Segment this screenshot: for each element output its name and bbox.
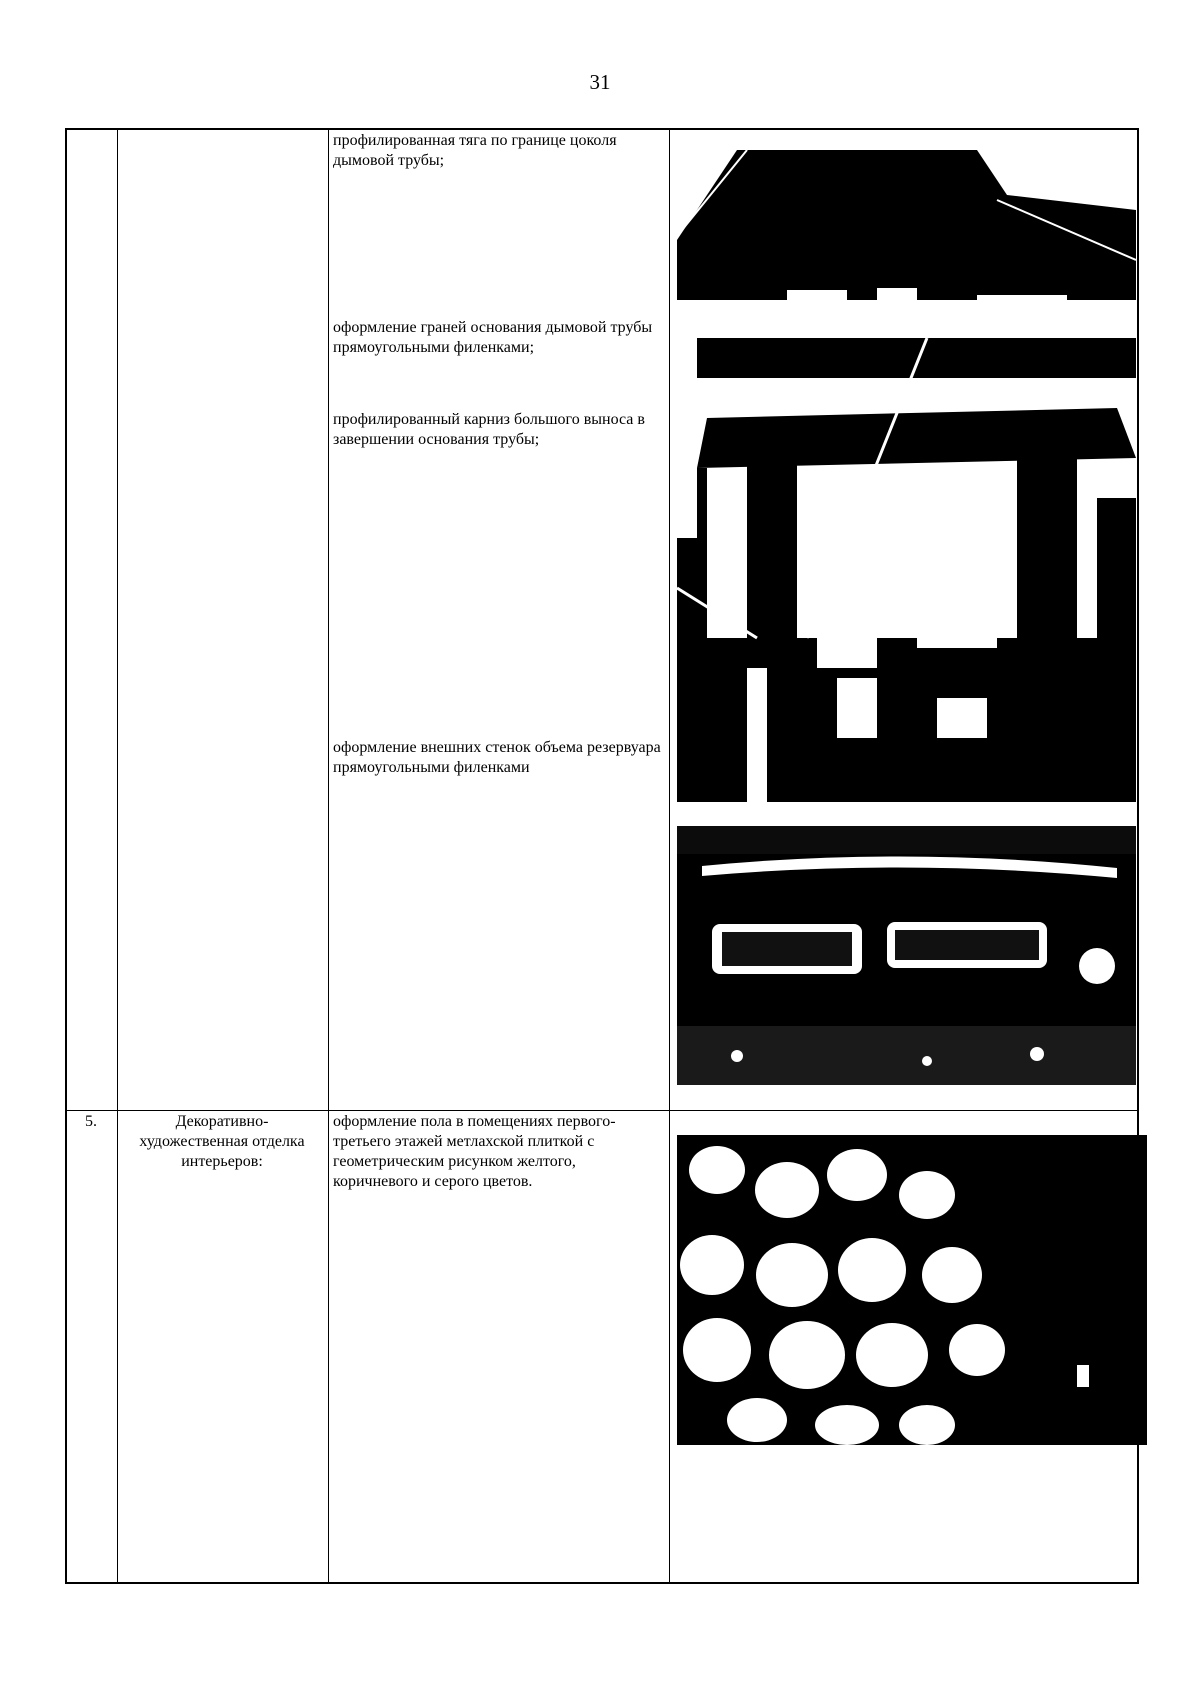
feature-text-3: профилированный карниз большого выноса в завершении основания трубы; <box>333 411 645 448</box>
column-divider-3 <box>669 128 670 1584</box>
feature-text-2: оформление граней основания дымовой трубы прямоугольными филенками; <box>333 319 653 356</box>
column-divider-1 <box>117 128 118 1584</box>
row-divider <box>65 1110 1139 1111</box>
row-title: Декоративно-художественная отделка интерьеров: <box>139 1113 305 1170</box>
page-number: 31 <box>589 70 611 94</box>
feature-text-1: профилированная тяга по границе цоколя дымовой трубы; <box>333 132 617 169</box>
tower-cornice-photo <box>677 338 1136 802</box>
feature-text-5: оформление пола в помещениях первого- третьего этажей метлахской плиткой с геометрическим рисунком желтого, коричневого и серого цветов. <box>333 1113 616 1190</box>
row-number: 5. <box>85 1113 97 1130</box>
floor-tile-photo <box>677 1135 1147 1445</box>
table-border-top <box>65 128 1139 130</box>
table-border-left <box>65 128 67 1584</box>
chimney-base-photo <box>677 150 1136 318</box>
feature-text-4: оформление внешних стенок объема резервуара прямоугольными филенками <box>333 739 661 776</box>
table-border-bottom <box>65 1582 1139 1584</box>
reservoir-panels-photo <box>677 826 1136 1085</box>
column-divider-2 <box>328 128 329 1584</box>
